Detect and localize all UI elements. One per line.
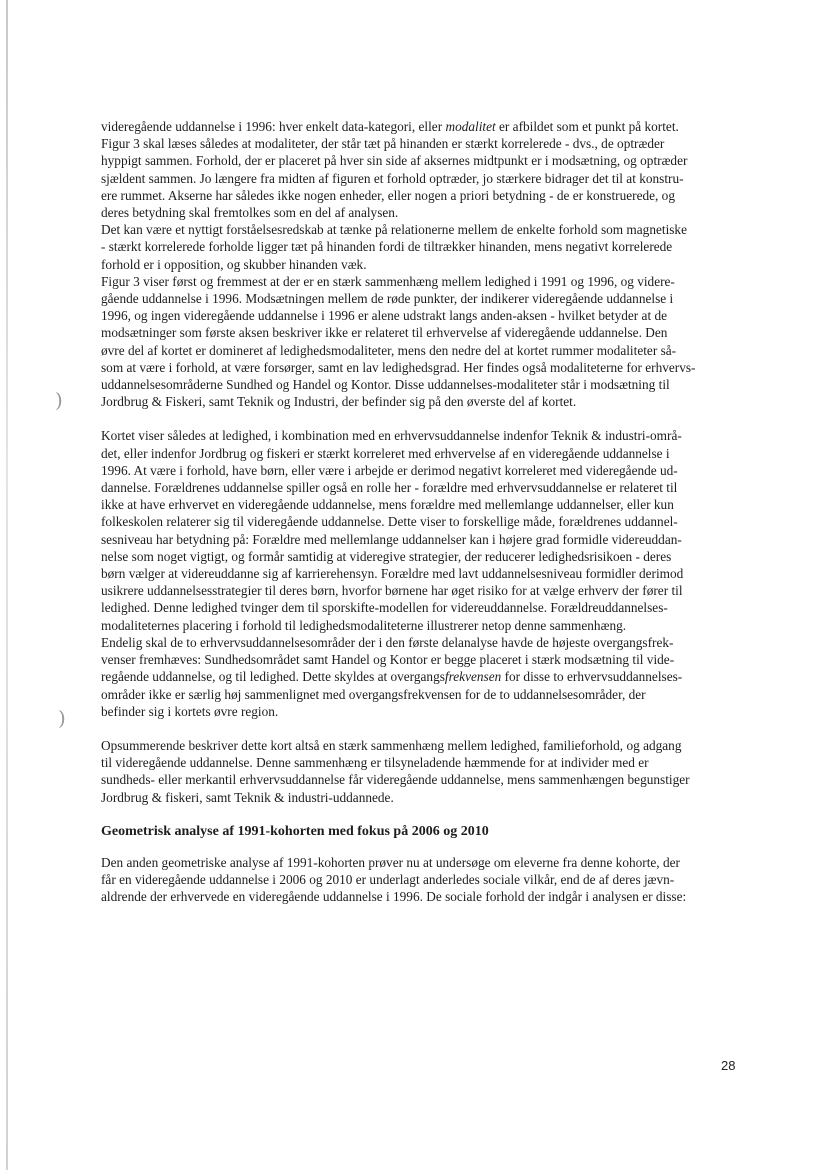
italic-term: modalitet	[445, 119, 496, 134]
section-heading: Geometrisk analyse af 1991-kohorten med fokus på 2006 og 2010	[101, 823, 489, 839]
margin-mark: )	[55, 388, 63, 412]
margin-mark: )	[58, 706, 66, 730]
scan-border-line	[6, 0, 8, 1170]
paragraph-6: Opsummerende beskriver dette kort altså en stærk sammenhæng mellem ledighed, familieforhold, og adgang til videregående uddannelse. Denne sammenhæng er tilsyneladende hæmmende for at individer med er sundheds- eller merkantil erhvervsuddannelse får videregående uddannelse, mens sammenhængen begunstiger Jordbrug & fiskeri, samt Teknik & industri-uddannede.	[101, 737, 690, 805]
page-number: 28	[721, 1058, 736, 1073]
paragraph-5: Endelig skal de to erhvervsuddannelsesområder der i den første delanalyse havde de højeste overgangsfrek- venser fremhæves: Sundhedsområdet samt Handel og Kontor er begge placeret i stærk modsætning til vide- regående uddannelse, og til ledighed. Dette skyldes at overgangsfrekvensen for disse to erhvervsuddannelses- områder ikke er særlig høj sammenlignet med overgangsfrekvensen for de to uddannelsesområder, der befinder sig i kortets øvre region.	[101, 634, 683, 719]
paragraph-1: videregående uddannelse i 1996: hver enkelt data-kategori, eller modalitet er afbildet som et punkt på kortet. Figur 3 skal læses således at modaliteter, der står tæt på hinanden er stærkt korrelerede - dvs., de optræder hyppigt sammen. Forhold, der er placeret på hver sin side af aksernes midtpunkt er i modsætning, og optræder sjældent sammen. Jo længere fra midten af figuren et forhold optræder, jo stærkere bidrager det til at konstru- ere rummet. Akserne har således ikke nogen enheder, eller nogen a priori betydning - de er konstruerede, og deres betydning skal fremtolkes som en del af analysen.	[101, 119, 688, 221]
paragraph-4: Kortet viser således at ledighed, i kombination med en erhvervsuddannelse indenfor Teknik & industri-områ- det, eller indenfor Jordbrug og fiskeri er stærkt korreleret med erhvervelse af en videregående uddannelse i 1996. At være i forhold, have børn, eller være i arbejde er derimod negativt korreleret med videregående ud- dannelse. Forældrenes uddannelse spiller også en rolle her - forældre med erhvervsuddannelse er relateret til ikke at have erhvervet en videregående uddannelse, mens forældre med mellemlange uddannelser, eller kun folkeskolen relaterer sig til videregående uddannelse. Dette viser to forskellige måde, forældrenes uddannel- sesniveau har betydning på: Forældre med mellemlange uddannelser kan i højere grad formidle videreuddan- nelse som noget vigtigt, og formår samtidig at videregive strategier, der reducerer ledighedsrisikoen - deres børn vælger at videreuddanne sig af karrierehensyn. Forældre med lavt uddannelsesniveau formidler derimod usikrere uddannelsesstrategier til deres børn, hvorfor børnene har øget risiko for at vælge erhverv der fører til ledighed. Denne ledighed tvinger dem til sporskifte-modellen for videreuddannelse. Forældreuddannelses- modaliteternes placering i forhold til ledighedsmodaliteterne illustrerer netop denne sammenhæng.	[101, 428, 684, 633]
paragraph-7: Den anden geometriske analyse af 1991-kohorten prøver nu at undersøge om eleverne fra denne kohorte, der får en videregående uddannelse i 2006 og 2010 er underlagt anderledes sociale vilkår, end de af deres jævn- aldrende der erhvervede en videregående uddannelse i 1996. De sociale forhold der indgår i analysen er disse:	[101, 854, 687, 905]
document-body	[101, 118, 746, 906]
paragraph-3: Figur 3 viser først og fremmest at der er en stærk sammenhæng mellem ledighed i 1991 og 1996, og videre- gående uddannelse i 1996. Modsætningen mellem de røde punkter, der indikerer videregående uddannelse i 1996, og ingen videregående uddannelse i 1996 er alene udstrakt langs anden-aksen - hvilket betyder at de modsætninger som første aksen beskriver ikke er relateret til erhvervelse af videregående uddannelse. Den øvre del af kortet er domineret af ledighedsmodaliteter, mens den nedre del at kortet rummer modaliteter så- som at være i forhold, at være forsørger, samt en lav ledighedsgrad. Her findes også modaliteterne for erhvervs- uddannelsesområderne Sundhed og Handel og Kontor. Disse uddannelses-modaliteter står i modsætning til Jordbrug & Fiskeri, samt Teknik og Industri, der befinder sig på den øverste del af kortet.	[101, 273, 696, 410]
italic-term: frekvensen	[444, 669, 502, 685]
paragraph-2: Det kan være et nyttigt forståelsesredskab at tænke på relationerne mellem de enkelte forhold som magnetiske - stærkt korrelerede forholde ligger tæt på hinanden fordi de tiltrækker hinanden, mens negativt korrelerede forhold er i opposition, og skubber hinanden væk.	[101, 222, 687, 272]
